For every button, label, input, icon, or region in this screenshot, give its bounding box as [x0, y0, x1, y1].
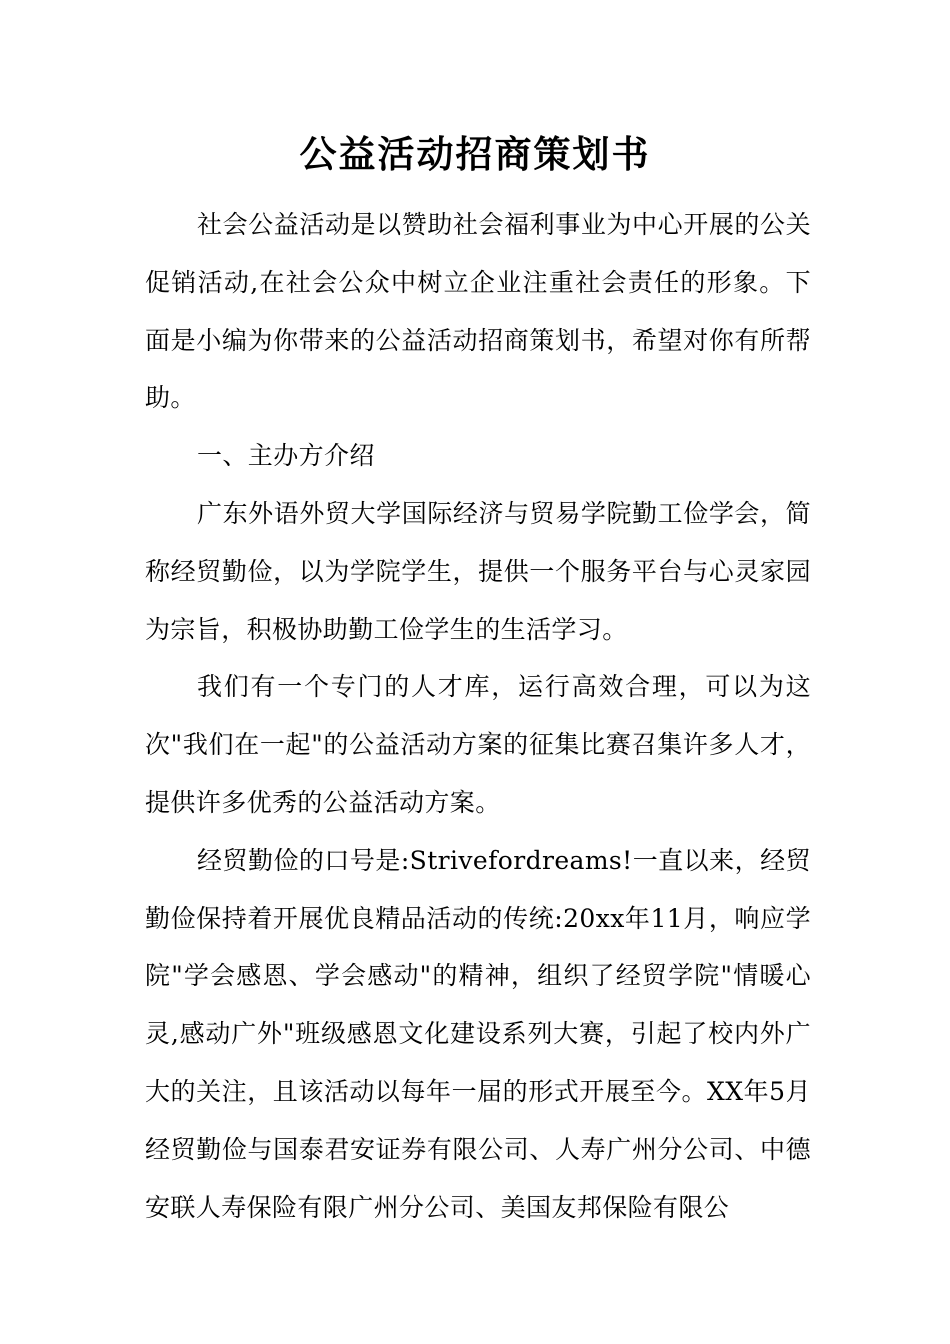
paragraph-organizer-intro: 广东外语外贸大学国际经济与贸易学院勤工俭学会，简称经贸勤俭，以为学院学生，提供一个服务平台与心灵家园为宗旨，积极协助勤工俭学生的生活学习。: [145, 498, 811, 644]
paragraph-slogan-history: 经贸勤俭的口号是:Strivefordreams!一直以来，经贸勤俭保持着开展优良精品活动的传统:20xx年11月，响应学院"学会感恩、学会感动"的精神，组织了经贸学院"情暖心灵,感动广外"班级感恩文化建设系列大赛，引起了校内外广大的关注，且该活动以每年一届的形式开展至今。XX年5月经贸勤俭与国泰君安证券有限公司、人寿广州分公司、中德安联人寿保险有限广州分公司、美国友邦保险有限公: [145, 845, 811, 1222]
document-body: [145, 196, 811, 1236]
document-title: 公益活动招商策划书: [299, 132, 651, 176]
paragraph-intro: 社会公益活动是以赞助社会福利事业为中心开展的公关促销活动,在社会公众中树立企业注重社会责任的形象。下面是小编为你带来的公益活动招商策划书，希望对你有所帮助。: [145, 210, 811, 413]
paragraph-talent-pool: 我们有一个专门的人才库，运行高效合理，可以为这次"我们在一起"的公益活动方案的征集比赛召集许多人才，提供许多优秀的公益活动方案。: [145, 672, 811, 817]
section-heading-organizer: 一、主办方介绍: [197, 441, 375, 471]
